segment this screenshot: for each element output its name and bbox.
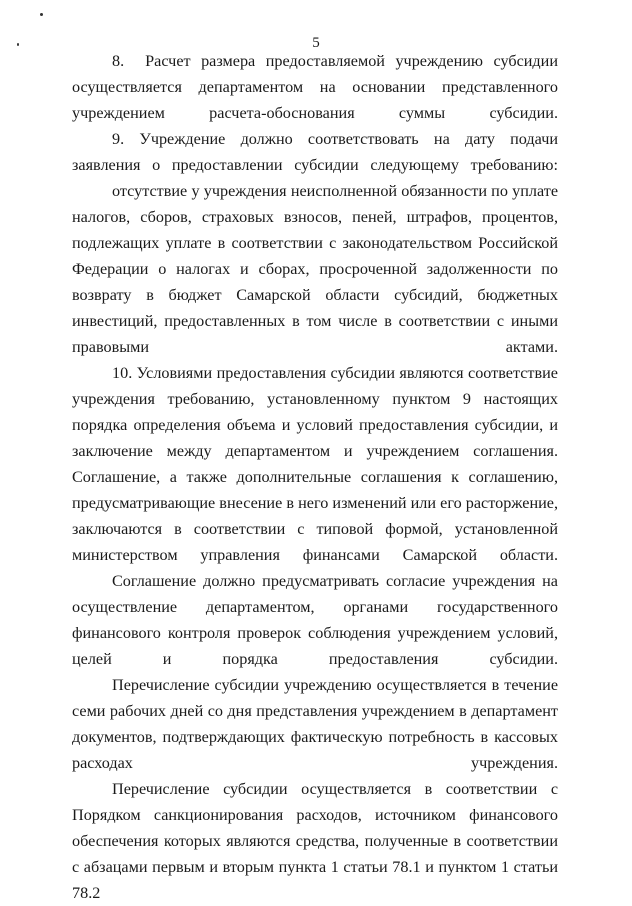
paragraph-transfer-timing: Перечисление субсидии учреждению осуществляется в течение семи рабочих дней со дня представления учреждением в департамент документов, подтверждающих фактическую потребность в кассовых расходах учреждения. (72, 676, 558, 772)
scan-speck (40, 13, 43, 16)
paragraph-transfer-procedure: Перечисление субсидии осуществляется в соответствии с Порядком санкционирования расходов, источником финансового обеспечения которых являются средства, полученные в соответствии с абзацами первым и вторым пункта 1 статьи 78.1 и пунктом 1 статьи 78.2 (72, 780, 558, 902)
paragraph-item-9: 9. Учреждение должно соответствовать на дату подачи заявления о предоставлении субсидии следующему требованию: (72, 130, 558, 174)
page-number: 5 (312, 35, 320, 51)
paragraph-item-8: 8. Расчет размера предоставляемой учреждению субсидии осуществляется департаментом на основании представленного учреждением расчета-обоснования суммы субсидии. (72, 52, 558, 122)
document-body (72, 48, 558, 906)
paragraph-item-9-requirement: отсутствие у учреждения неисполненной обязанности по уплате налогов, сборов, страховых взносов, пеней, штрафов, процентов, подлежащих уплате в соответствии с законодательством Российской Федерации о налогах и сборах, просроченной задолженности по возврату в бюджет Самарской области субсидий, бюджетных инвестиций, предоставленных в том числе в соответствии с иными правовыми актами. (72, 182, 558, 356)
paragraph-item-10: 10. Условиями предоставления субсидии являются соответствие учреждения требованию, установленному пунктом 9 настоящих порядка определения объема и условий предоставления субсидии, и заключение между департаментом и учреждением соглашения. Соглашение, а также дополнительные соглашения к соглашению, предусматривающие внесение в него изменений или его расторжение, заключаются в соответствии с типовой формой, установленной министерством управления финансами Самарской области. (72, 364, 558, 564)
paragraph-agreement-consent: Соглашение должно предусматривать согласие учреждения на осуществление департаментом, органами государственного финансового контроля проверок соблюдения учреждением условий, целей и порядка предоставления субсидии. (72, 572, 558, 668)
